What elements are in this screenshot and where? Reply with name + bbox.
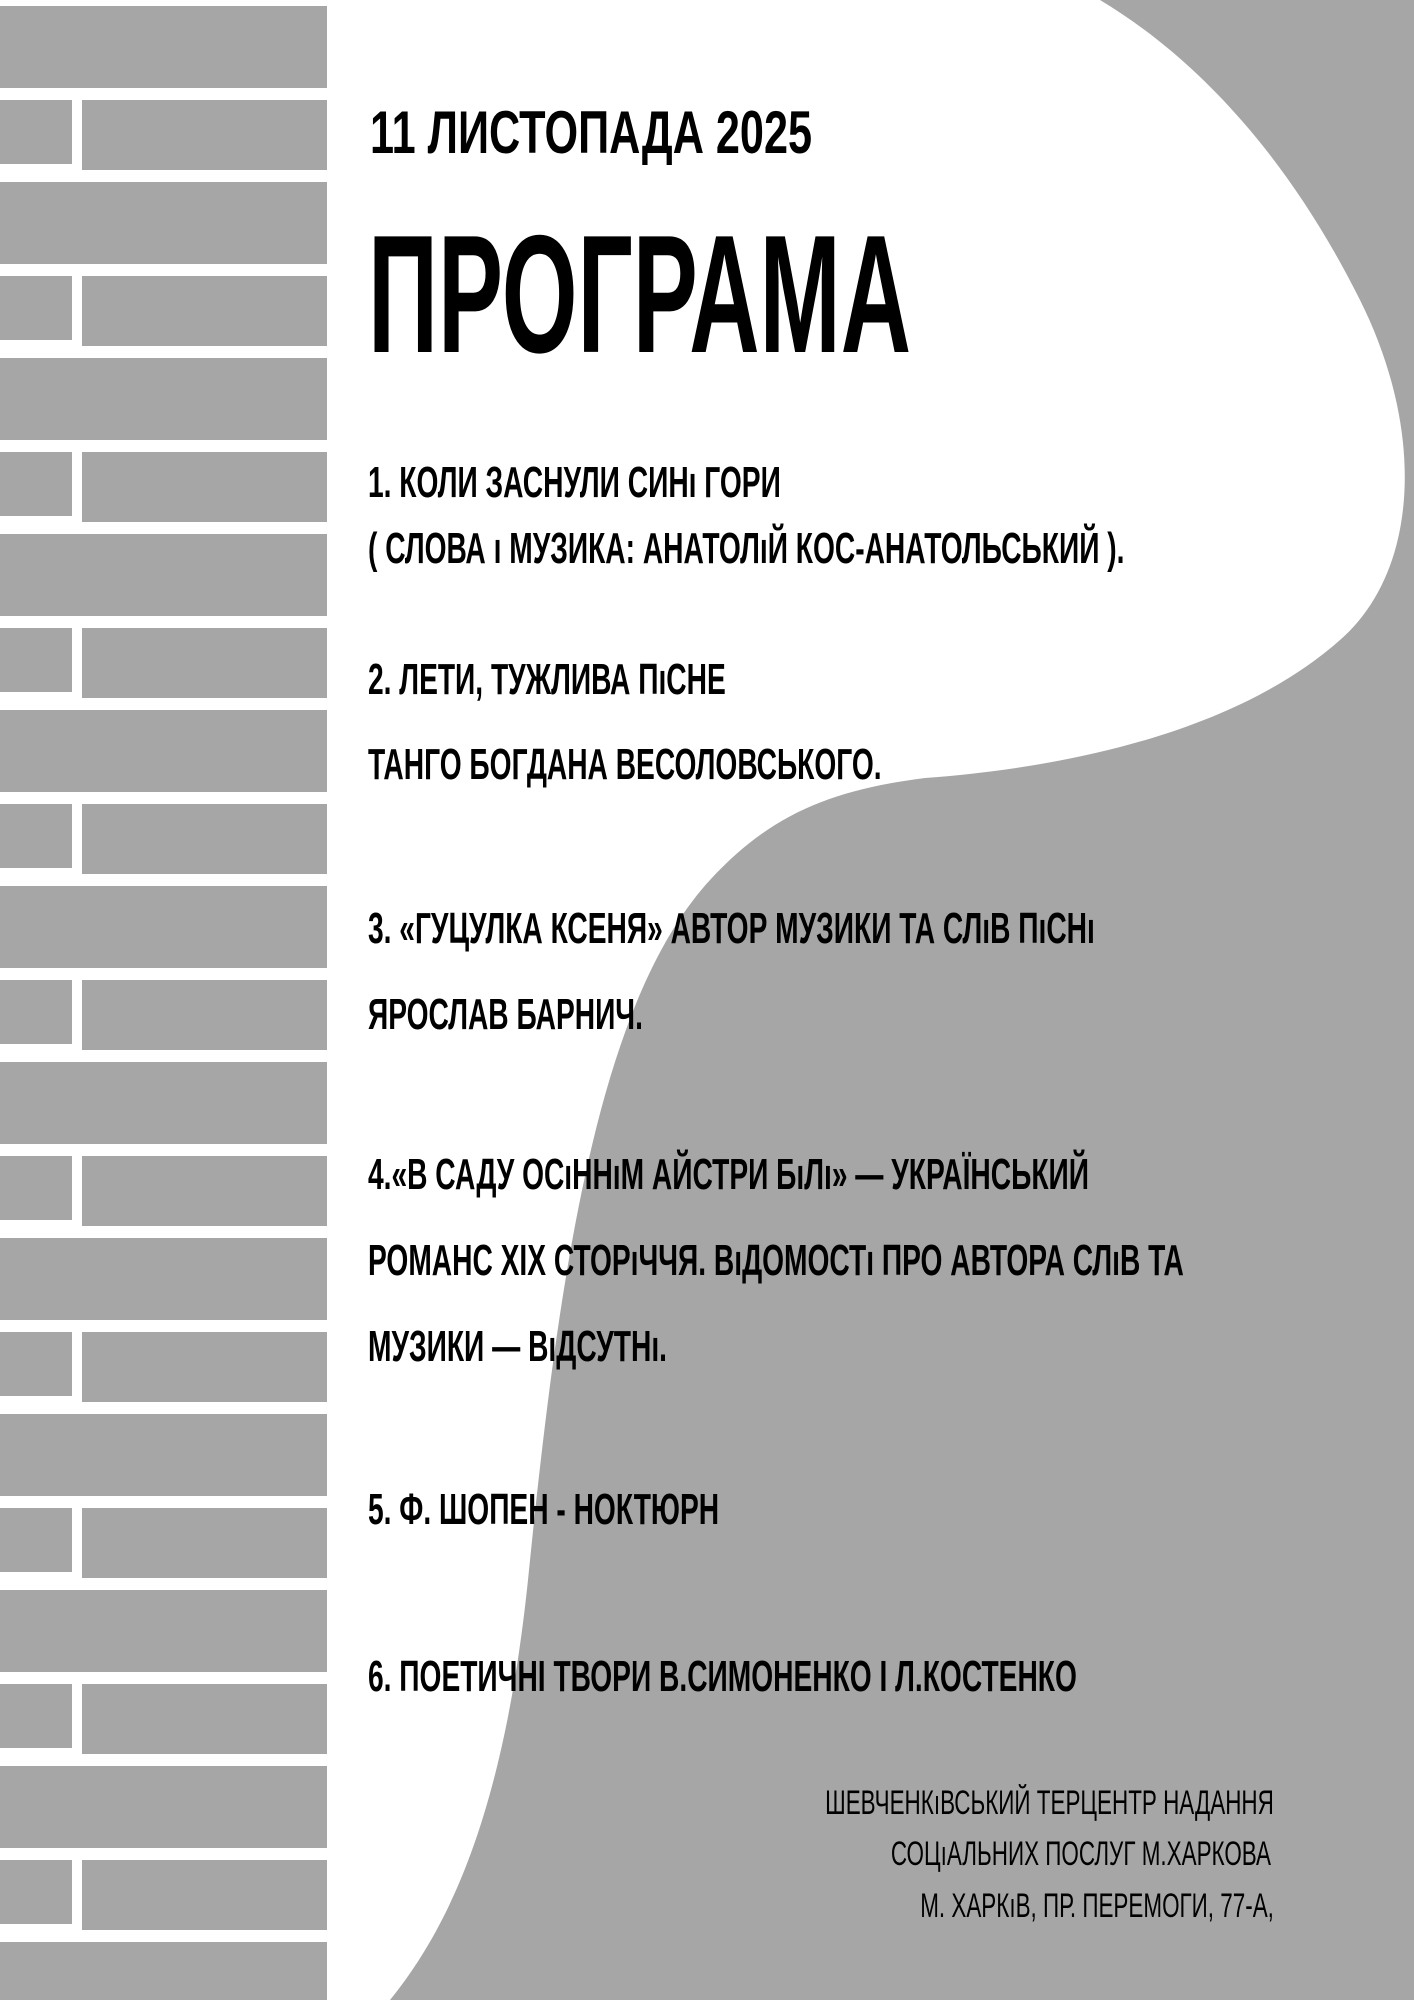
program-item-4-line-3: МУЗИКИ — ВıДСУТНı.: [368, 1322, 667, 1371]
organizer-line-1: ШЕВЧЕНКıВСЬКИЙ ТЕРЦЕНТР НАДАННЯ: [825, 1784, 1274, 1822]
organizer-line-2: СОЦıАЛЬНИХ ПОСЛУГ М.ХАРКОВА: [890, 1835, 1271, 1873]
address-line: М. ХАРКıВ, ПР. ПЕРЕМОГИ, 77-А,: [920, 1887, 1274, 1925]
page-title: ПРОГРАМА: [368, 200, 912, 388]
program-item-3-line-1: 3. «ГУЦУЛКА КСЕНЯ» АВТОР МУЗИКИ ТА СЛıВ ПıСНı: [368, 904, 1095, 953]
event-date: 11 ЛИСТОПАДА 2025: [370, 99, 813, 166]
program-item-4-line-2: РОМАНС XIX СТОРıЧЧЯ. ВıДОМОСТı ПРО АВТОРА СЛıВ ТА: [368, 1236, 1184, 1285]
program-item-2-line-1: 2. ЛЕТИ, ТУЖЛИВА ПıСНЕ: [368, 655, 726, 704]
program-item-1-line-1: 1. КОЛИ ЗАСНУЛИ СИНı ГОРИ: [368, 458, 781, 507]
program-item-2-line-2: ТАНГО БОГДАНА ВЕСОЛОВСЬКОГО.: [368, 740, 882, 789]
program-item-3-line-2: ЯРОСЛАВ БАРНИЧ.: [368, 990, 643, 1039]
program-item-5: 5. Ф. ШОПЕН - НОКТЮРН: [368, 1485, 720, 1534]
program-item-4-line-1: 4.«В САДУ ОСıННıМ АЙСТРИ БıЛı» — УКРАЇНСЬКИЙ: [368, 1150, 1089, 1199]
program-item-1-line-2: ( СЛОВА ı МУЗИКА: АНАТОЛıЙ КОС-АНАТОЛЬСЬКИЙ ).: [368, 524, 1125, 573]
program-item-6: 6. ПОЕТИЧНI ТВОРИ В.СИМОНЕНКО I Л.КОСТЕНКО: [368, 1652, 1077, 1701]
